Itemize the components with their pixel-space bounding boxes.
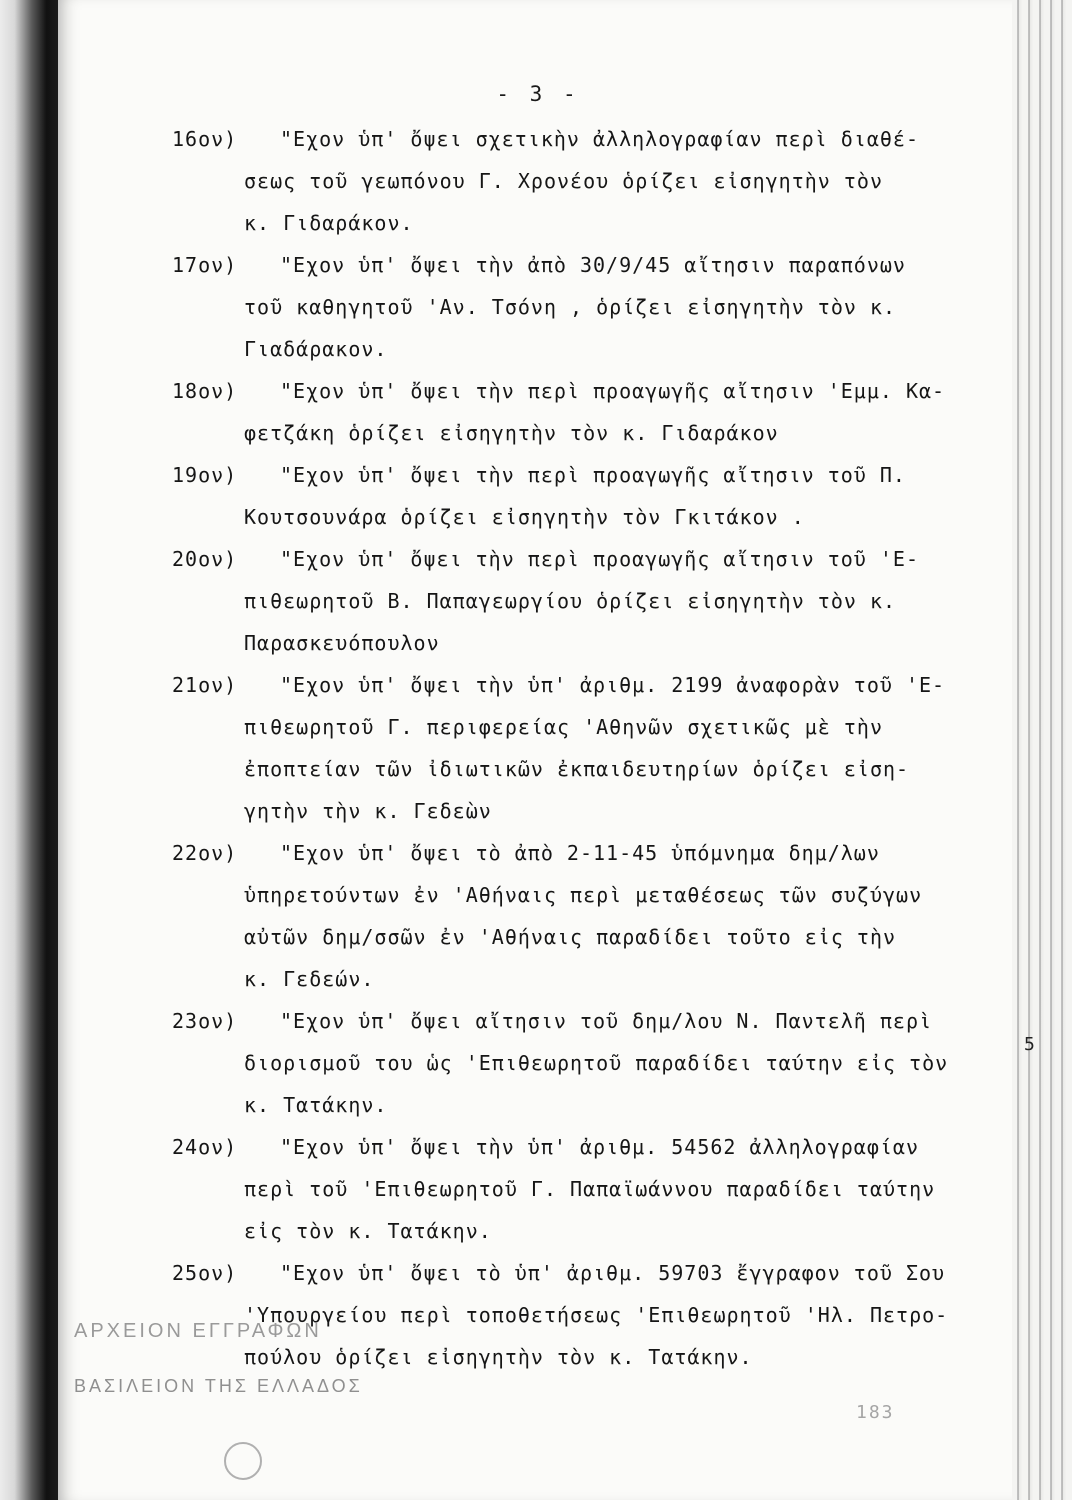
entry-line [58,118,1018,160]
entry-line [58,538,1018,580]
entry-text: τοῦ καθηγητοῦ 'Αν. Τσόνη , ὁρίζει εἰσηγητὴν τὸν κ. [244,295,897,319]
entry-text: διορισμοῦ του ὡς 'Επιθεωρητοῦ παραδίδει ταύτην εἰς τὸν [244,1051,949,1075]
entry-line [58,790,1018,832]
entry-text: φετζάκη ὁρίζει εἰσηγητὴν τὸν κ. Γιδαράκον [244,421,779,445]
document-page [58,0,1018,1500]
entry-line [58,1084,1018,1126]
entry-text: "Εχον ὑπ' ὄψει σχετικὴν ἀλληλογραφίαν περὶ διαθέ- [280,127,920,151]
entry-number: 19ον) [172,463,238,487]
minutes-entry [58,454,1018,538]
entry-text: "Εχον ὑπ' ὄψει τὴν περὶ προαγωγῆς αἴτησιν 'Εμμ. Κα- [280,379,946,403]
page-edges-right [1012,0,1072,1500]
entry-line [58,622,1018,664]
entry-text: "Εχον ὑπ' ὄψει τὴν ὑπ' ἀριθμ. 54562 ἀλληλογραφίαν [280,1135,920,1159]
entry-line [58,1042,1018,1084]
entry-line [58,1000,1018,1042]
entry-line [58,958,1018,1000]
entry-line [58,244,1018,286]
binding-edge-left [0,0,58,1500]
entry-text: πούλου ὁρίζει εἰσηγητὴν τὸν κ. Τατάκην. [244,1345,753,1369]
entry-text: ἐποπτείαν τῶν ἰδιωτικῶν ἐκπαιδευτηρίων ὁρίζει εἰση- [244,757,910,781]
entry-line [58,580,1018,622]
entry-text: "Εχον ὑπ' ὄψει τὴν ἀπὸ 30/9/45 αἴτησιν παραπόνων [280,253,906,277]
entry-text: "Εχον ὑπ' ὄψει τὴν περὶ προαγωγῆς αἴτησιν τοῦ 'Ε- [280,547,920,571]
entry-number: 17ον) [172,253,238,277]
entry-text: "Εχον ὑπ' ὄψει τὴν ὑπ' ἀριθμ. 2199 ἀναφορὰν τοῦ 'Ε- [280,673,946,697]
entry-text: πιθεωρητοῦ Γ. περιφερείας 'Αθηνῶν σχετικῶς μὲ τὴν [244,715,884,739]
entry-line [58,412,1018,454]
minutes-entry [58,1126,1018,1252]
entry-line [58,832,1018,874]
entry-number: 20ον) [172,547,238,571]
archive-stamp-text-2: ΒΑΣΙΛΕΙΟΝ ΤΗΣ ΕΛΛΑΔΟΣ [74,1376,363,1396]
entry-number: 23ον) [172,1009,238,1033]
entry-line [58,748,1018,790]
minutes-entry [58,370,1018,454]
entry-line [58,328,1018,370]
entry-line [58,286,1018,328]
entry-text: πιθεωρητοῦ Β. Παπαγεωργίου ὁρίζει εἰσηγητὴν τὸν κ. [244,589,897,613]
entry-line [58,454,1018,496]
entry-text: περὶ τοῦ 'Επιθεωρητοῦ Γ. Παπαϊωάννου παραδίδει ταύτην [244,1177,936,1201]
entry-text: κ. Γιδαράκον. [244,211,414,235]
entry-line [58,1168,1018,1210]
entry-text: "Εχον ὑπ' ὄψει τὸ ἀπὸ 2-11-45 ὑπόμνημα δημ/λων [280,841,880,865]
archive-stamp [58,1320,498,1500]
entry-line [58,1126,1018,1168]
entry-text: "Εχον ὑπ' ὄψει τὴν περὶ προαγωγῆς αἴτησιν τοῦ Π. [280,463,906,487]
minutes-entry [58,118,1018,244]
entry-line [58,664,1018,706]
entry-line [58,1252,1018,1294]
seal-icon [224,1442,262,1480]
entry-text: Κουτσουνάρα ὁρίζει εἰσηγητὴν τὸν Γκιτάκον . [244,505,805,529]
entry-line [58,202,1018,244]
entry-text: αὐτῶν δημ/σσῶν ἐν 'Αθήναις παραδίδει τοῦτο εἰς τὴν [244,925,897,949]
minutes-entry [58,832,1018,1000]
entry-number: 16ον) [172,127,238,151]
entry-text: Παρασκευόπουλον [244,631,440,655]
entry-text: "Εχον ὑπ' ὄψει αἴτησιν τοῦ δημ/λου Ν. Παντελῆ περὶ [280,1009,933,1033]
page-number: - 3 - [496,82,580,106]
archive-code: 183 [856,1402,895,1423]
archive-stamp-text: ΑΡΧΕΙΟΝ ΕΓΓΡΑΦΩΝ [74,1320,322,1342]
entry-text: κ. Τατάκην. [244,1093,388,1117]
entry-text: ὑπηρετούντων ἐν 'Αθήναις περὶ μεταθέσεως τῶν συζύγων [244,883,923,907]
entry-text: κ. Γεδεών. [244,967,375,991]
entry-number: 18ον) [172,379,238,403]
minutes-entry [58,1000,1018,1126]
entry-text: γητὴν τὴν κ. Γεδεὼν [244,799,492,823]
entry-text: Γιαδάρακον. [244,337,388,361]
entry-number: 22ον) [172,841,238,865]
entry-number: 25ον) [172,1261,238,1285]
entry-line [58,370,1018,412]
minutes-entry [58,538,1018,664]
entry-line [58,496,1018,538]
minutes-entry [58,244,1018,370]
entry-text: 'Υπουργείου περὶ τοποθετήσεως 'Επιθεωρητοῦ 'Ηλ. Πετρο- [244,1303,949,1327]
entry-line [58,160,1018,202]
entry-line [58,916,1018,958]
minutes-entries [58,118,1018,1378]
entry-number: 21ον) [172,673,238,697]
entry-text: σεως τοῦ γεωπόνου Γ. Χρονέου ὁρίζει εἰσηγητὴν τὸν [244,169,884,193]
entry-text: εἰς τὸν κ. Τατάκην. [244,1219,492,1243]
entry-text: "Εχον ὑπ' ὄψει τὸ ὑπ' ἀριθμ. 59703 ἔγγραφον τοῦ Σου [280,1261,946,1285]
entry-line [58,874,1018,916]
entry-line [58,706,1018,748]
entry-number: 24ον) [172,1135,238,1159]
minutes-entry [58,664,1018,832]
margin-mark: 5 [1024,1034,1035,1055]
entry-line [58,1210,1018,1252]
